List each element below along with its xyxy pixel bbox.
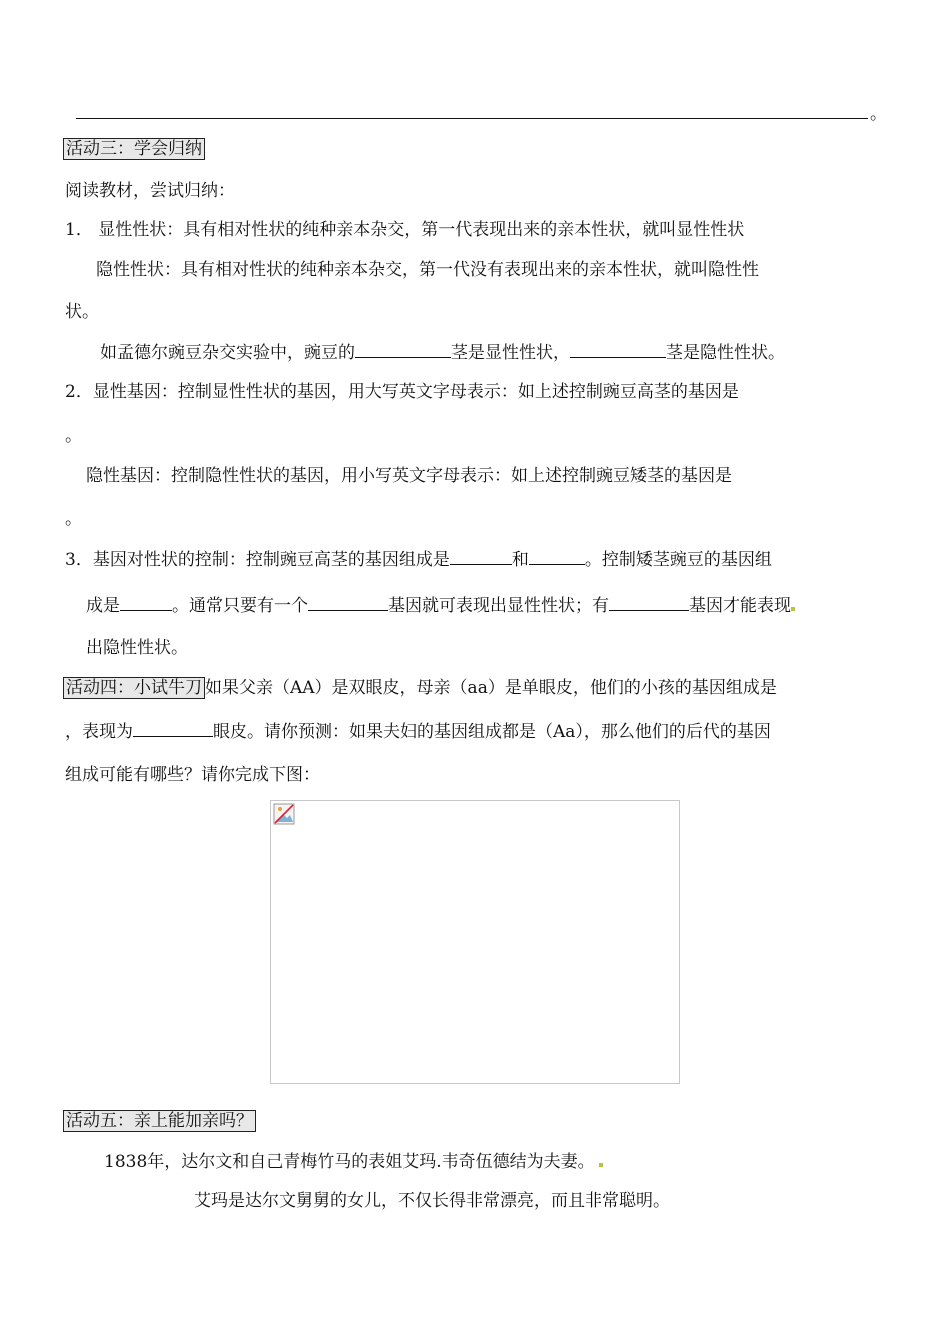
edit-mark	[599, 1163, 603, 1167]
answer-line	[76, 118, 868, 119]
activity5-heading: 活动五：亲上能加亲吗？	[63, 1110, 256, 1132]
activity4-line3: 组成可能有哪些？请你完成下图：	[65, 765, 320, 785]
blank-tall-gene-2[interactable]	[529, 548, 585, 565]
activity4-line1: 活动四：小试牛刀 如果父亲（AA）是双眼皮，母亲（aa）是单眼皮，他们的小孩的基因组成是	[63, 677, 777, 699]
recessive-trait-definition: 隐性性状：具有相对性状的纯种亲本杂交，第一代没有表现出来的亲本性状，就叫隐性性	[96, 260, 759, 280]
genetics-figure-placeholder	[270, 800, 680, 1084]
blank-dominant-stem[interactable]	[355, 341, 451, 358]
activity3-heading: 活动三：学会归纳	[63, 138, 205, 160]
activity3-heading-row	[63, 138, 205, 160]
dominant-trait-definition: 1． 显性性状：具有相对性状的纯种亲本杂交，第一代表现出来的亲本性状，就叫显性性状	[65, 220, 745, 240]
recessive-gene-definition: 隐性基因：控制隐性性状的基因，用小写英文字母表示：如上述控制豌豆矮茎的基因是	[86, 466, 732, 486]
gene-control-line2: 成是 。通常只要有一个 基因就可表现出显性性状；有 基因才能表现	[86, 594, 795, 617]
emma-description: 艾玛是达尔文舅舅的女儿，不仅长得非常漂亮，而且非常聪明。	[194, 1191, 670, 1211]
gene-control-line1: 3．基因对性状的控制：控制豌豆高茎的基因组成是 和 。控制矮茎豌豆的基因组	[65, 550, 772, 570]
blank-tall-gene-1[interactable]	[450, 548, 512, 565]
darwin-marriage: 1838年，达尔文和自己青梅竹马的表姐艾玛.韦奇伍德结为夫妻。	[104, 1151, 603, 1173]
blank-dominant-gene[interactable]	[308, 594, 388, 611]
activity4-heading: 活动四：小试牛刀	[63, 677, 205, 699]
answer-line-end: 。	[870, 104, 887, 124]
broken-image-icon	[273, 803, 295, 825]
blank-recessive-stem[interactable]	[570, 341, 666, 358]
blank-recessive-gene[interactable]	[609, 594, 689, 611]
activity4-line2: ，表现为 眼皮。请你预测：如果夫妇的基因组成都是（Aa），那么他们的后代的基因	[65, 722, 771, 742]
dominant-gene-definition: 2．显性基因：控制显性性状的基因，用大写英文字母表示：如上述控制豌豆高茎的基因是	[65, 382, 739, 402]
recessive-gene-end: 。	[65, 509, 82, 529]
pea-example: 如孟德尔豌豆杂交实验中，豌豆的 茎是显性性状， 茎是隐性性状。	[100, 343, 785, 363]
edit-mark	[791, 607, 795, 611]
activity5-heading-row	[63, 1110, 256, 1132]
blank-eyelid[interactable]	[133, 720, 213, 737]
recessive-trait-definition-end: 状。	[65, 302, 99, 322]
dominant-gene-end: 。	[65, 426, 82, 446]
activity3-intro: 阅读教材，尝试归纳：	[65, 181, 235, 201]
gene-control-line3: 出隐性性状。	[86, 638, 188, 658]
blank-short-gene[interactable]	[120, 594, 172, 611]
